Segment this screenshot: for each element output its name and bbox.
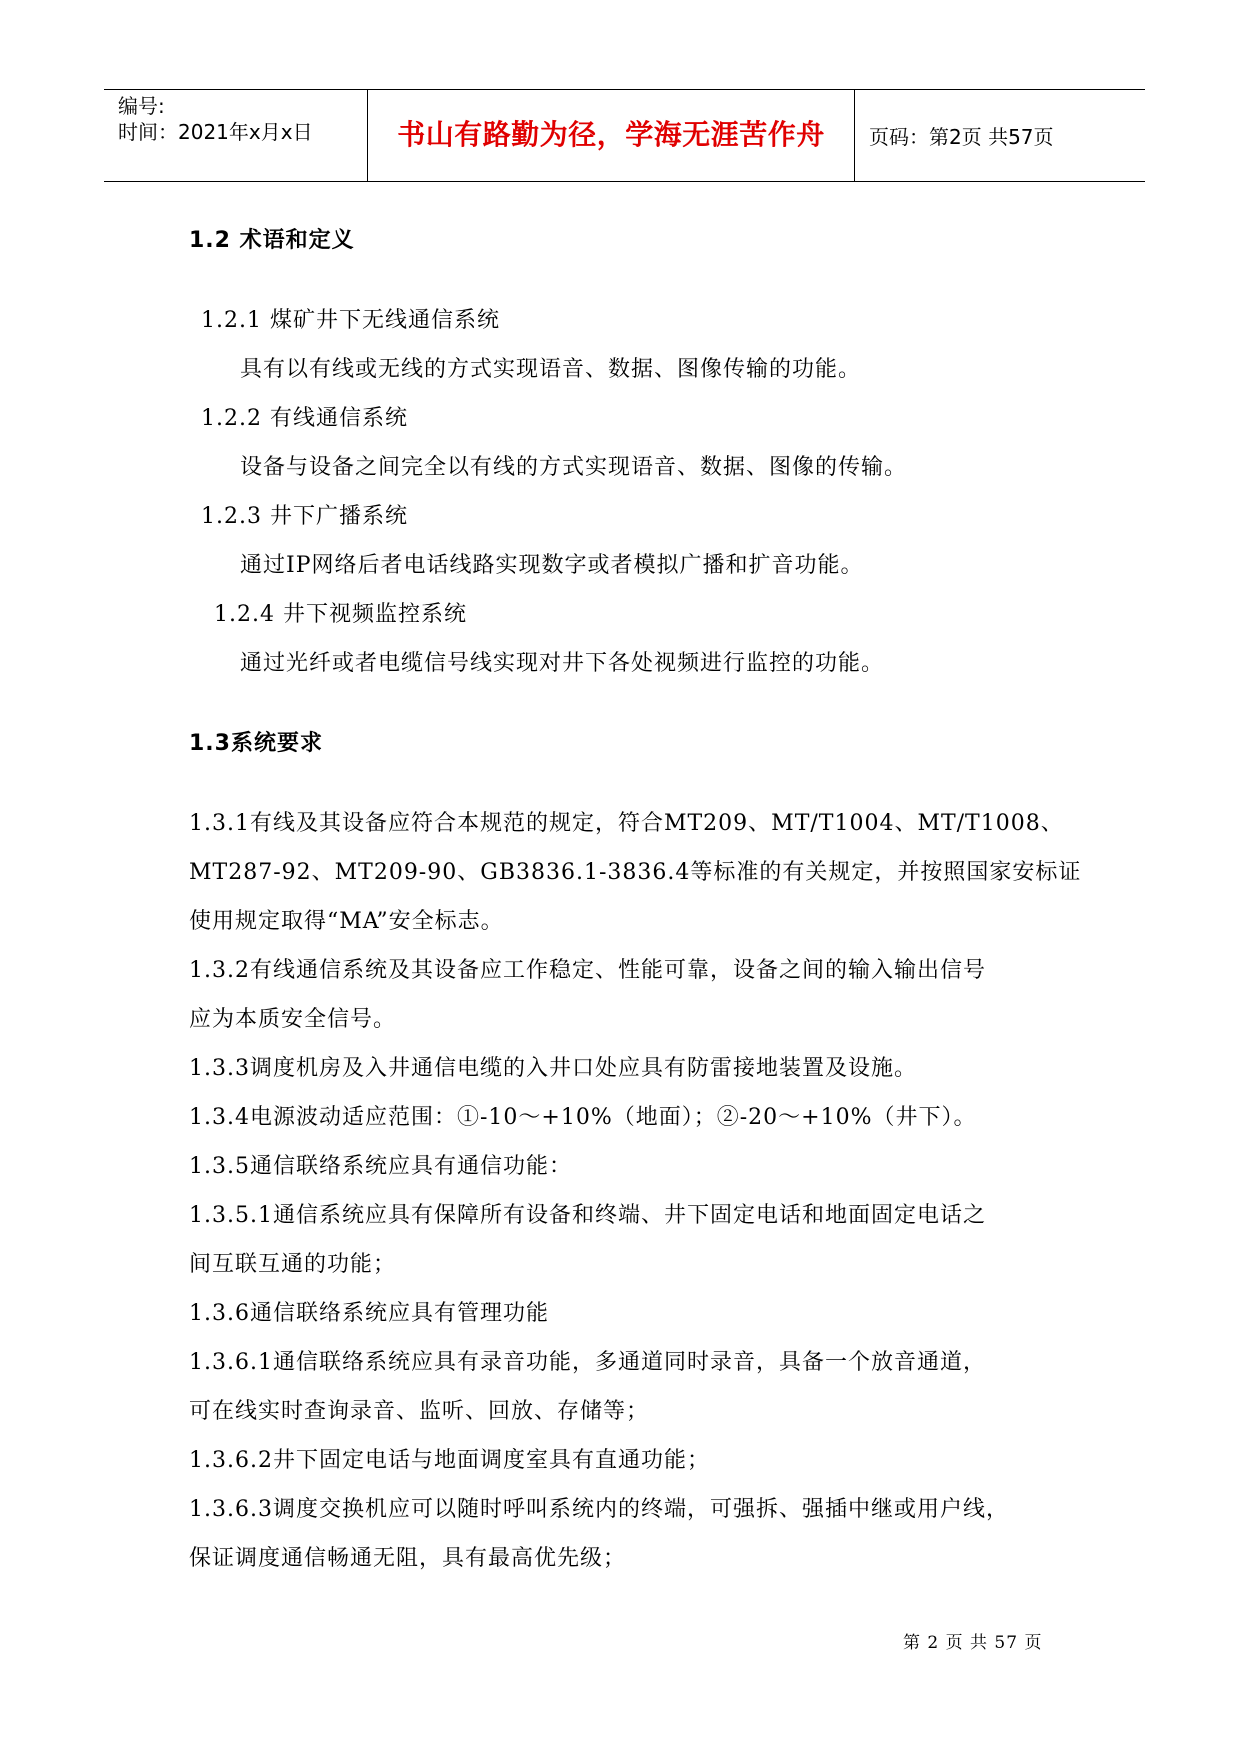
subsection-text-1-2-3: 通过IP网络后者电话线路实现数字或者模拟广播和扩音功能。 (240, 553, 864, 578)
subsection-title-1-2-2: 1.2.2 有线通信系统 (201, 406, 408, 431)
header-right-cell (855, 90, 1145, 181)
paragraph-1-3-6: 1.3.6通信联络系统应具有管理功能 (189, 1301, 549, 1326)
paragraph-1-3-5: 1.3.5通信联络系统应具有通信功能： (189, 1154, 572, 1179)
paragraph-1-3-5-1-line-1: 1.3.5.1通信系统应具有保障所有设备和终端、井下固定电话和地面固定电话之 (189, 1203, 986, 1228)
subsection-text-1-2-2: 设备与设备之间完全以有线的方式实现语音、数据、图像的传输。 (240, 455, 908, 480)
page-footer-number: 第 2 页 共 57 页 (903, 1633, 1043, 1653)
paragraph-1-3-4: 1.3.4电源波动适应范围：①-10～+10%（地面）；②-20～+10%（井下）。 (189, 1105, 977, 1130)
paragraph-1-3-5-1-line-2: 间互联互通的功能； (189, 1252, 397, 1277)
paragraph-1-3-2-line-2: 应为本质安全信号。 (189, 1007, 397, 1032)
paragraph-1-3-6-3-line-2: 保证调度通信畅通无阻，具有最高优先级； (189, 1546, 627, 1571)
paragraph-1-3-1-line-2: MT287-92、MT209-90、GB3836.1-3836.4等标准的有关规定，并按照国家安标证 (189, 860, 1082, 885)
page-header (104, 89, 1145, 182)
subsection-title-1-2-1: 1.2.1 煤矿井下无线通信系统 (201, 308, 500, 333)
subsection-text-1-2-1: 具有以有线或无线的方式实现语音、数据、图像传输的功能。 (240, 357, 862, 382)
subsection-title-1-2-4: 1.2.4 井下视频监控系统 (214, 602, 467, 627)
document-number-label: 编号: (118, 94, 165, 118)
paragraph-1-3-1-line-1: 1.3.1有线及其设备应符合本规范的规定，符合MT209、MT/T1004、MT/T1008、 (189, 811, 1064, 836)
subsection-text-1-2-4: 通过光纤或者电缆信号线实现对井下各处视频进行监控的功能。 (240, 651, 885, 676)
paragraph-1-3-6-1-line-1: 1.3.6.1通信联络系统应具有录音功能，多通道同时录音，具备一个放音通道， (189, 1350, 986, 1375)
subsection-title-1-2-3: 1.2.3 井下广播系统 (201, 504, 408, 529)
document-time-label: 时间：2021年x月x日 (118, 120, 313, 144)
header-page-code: 页码：第2页 共57页 (869, 125, 1054, 149)
section-heading-1-3: 1.3系统要求 (189, 731, 323, 756)
header-middle-cell (368, 90, 855, 181)
paragraph-1-3-3: 1.3.3调度机房及入井通信电缆的入井口处应具有防雷接地装置及设施。 (189, 1056, 917, 1081)
section-heading-1-2: 1.2 术语和定义 (189, 228, 355, 253)
paragraph-1-3-6-1-line-2: 可在线实时查询录音、监听、回放、存储等； (189, 1399, 650, 1424)
header-left-cell (104, 90, 368, 181)
paragraph-1-3-6-2: 1.3.6.2井下固定电话与地面调度室具有直通功能； (189, 1448, 710, 1473)
paragraph-1-3-1-line-3: 使用规定取得“MA”安全标志。 (189, 909, 504, 934)
paragraph-1-3-2-line-1: 1.3.2有线通信系统及其设备应工作稳定、性能可靠，设备之间的输入输出信号 (189, 958, 986, 983)
header-motto: 书山有路勤为径，学海无涯苦作舟 (397, 118, 825, 151)
paragraph-1-3-6-3-line-1: 1.3.6.3调度交换机应可以随时呼叫系统内的终端，可强拆、强插中继或用户线， (189, 1497, 1009, 1522)
